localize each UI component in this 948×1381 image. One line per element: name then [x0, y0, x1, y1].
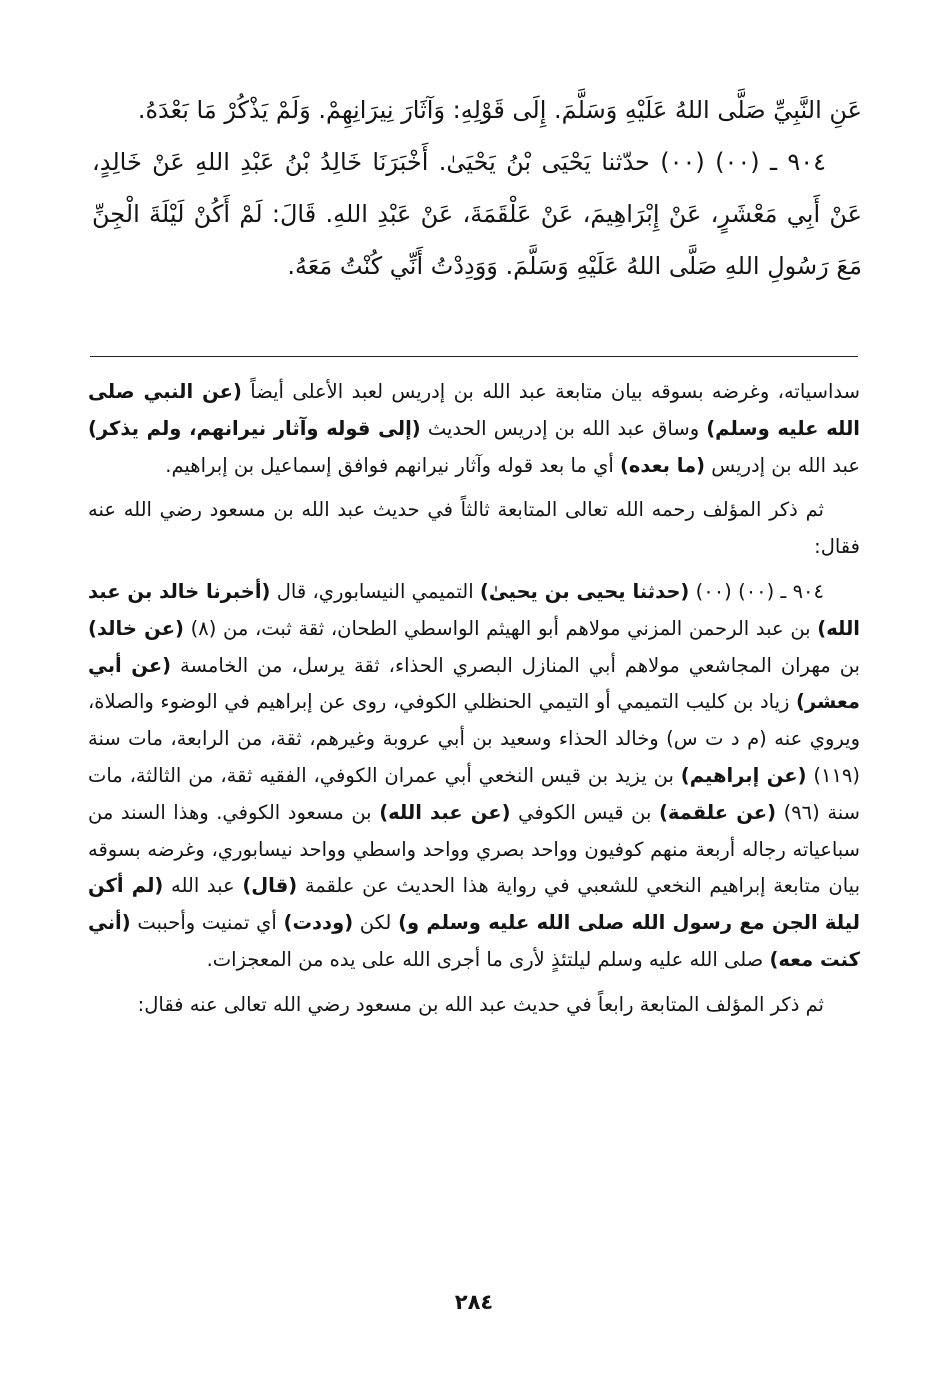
commentary-text-run: وساق عبد الله بن إدريس الحديث — [420, 416, 707, 440]
commentary-text-run: بن قيس الكوفي — [510, 800, 659, 824]
commentary-text-run: عبد الله — [163, 874, 243, 898]
main-text-line-1: عَنِ النَّبِيِّ صَلَّى اللهُ عَلَيْهِ وَسَلَّمَ. إِلَى قَوْلِهِ: وَآثَارَ نِيرَانِهِمْ. وَلَمْ يَذْكُرْ مَا بَعْدَهُ. — [137, 96, 862, 124]
hadith-904: ٩٠٤ ـ (٠٠) (٠٠) حدّثنا يَحْيَى بْنُ يَحْيَىٰ. أَخْبَرَنَا خَالِدُ بْنُ عَبْدِ اللهِ عَنْ خَالِدٍ، عَنْ أَبِي مَعْشَرٍ، عَنْ إِبْرَاهِيمَ، عَنْ عَلْقَمَةَ، عَنْ عَبْدِ اللهِ. قَالَ: لَمْ أَكُنْ لَيْلَةَ الْجِنِّ مَعَ رَسُولِ اللهِ صَلَّى اللهُ عَلَيْهِ وَسَلَّمَ. وَوَدِدْتُ أَنِّي كُنْتُ مَعَهُ. — [92, 148, 862, 280]
hadith-main-text — [92, 84, 862, 292]
commentary-text-run: ٩٠٤ ـ (٠٠) (٠٠) — [689, 579, 824, 603]
commentary-paragraph-1 — [88, 374, 860, 484]
quoted-phrase: (أني كنت معه) — [88, 911, 860, 971]
quoted-phrase: (ما بعده) — [619, 453, 706, 477]
page-number: ٢٨٤ — [454, 1290, 494, 1314]
commentary-text-run: لكن — [353, 911, 399, 935]
commentary-text-run: بن مسعود الكوفي. وهذا السند من سباعياته رجاله أربعة منهم كوفيون وواحد بصري وواحد واسطي وواحد نيسابوري، وغرضه بسوقه بيان متابعة إبراهيم النخعي للشعبي في رواية هذا الحديث عن علقمة — [88, 800, 860, 898]
quoted-phrase: (لم أكن ليلة الجن مع رسول الله صلى الله عليه وسلم و) — [88, 874, 861, 935]
quoted-phrase: (إلى قوله وآثار نيرانهم، ولم يذكر) — [88, 416, 421, 440]
quoted-phrase: (قال) — [242, 874, 298, 898]
quoted-phrase: (عن إبراهيم) — [680, 763, 807, 787]
quoted-phrase: (عن أبي معشر) — [88, 653, 860, 714]
commentary-text-run: أي تمنيت وأحببت — [130, 911, 284, 935]
quoted-phrase: (أخبرنا خالد بن عبد الله) — [88, 579, 860, 640]
commentary-paragraph-4: ثم ذكر المؤلف المتابعة رابعاً في حديث عبد الله بن مسعود رضي الله تعالى عنه فقال: — [137, 992, 824, 1016]
commentary-text-run: بن عبد الرحمن المزني مولاهم أبو الهيثم الواسطي الطحان، ثقة ثبت، من (٨) — [183, 616, 818, 640]
quoted-phrase: (عن النبي صلى الله عليه وسلم) — [88, 380, 860, 440]
quoted-phrase: (عن علقمة) — [658, 800, 777, 824]
footnote-divider — [90, 356, 858, 357]
quoted-phrase: (عن خالد) — [88, 616, 184, 640]
commentary-text-run: عبد الله بن إدريس — [705, 453, 860, 477]
commentary-text-run: صلى الله عليه وسلم ليلتئذٍ لأرى ما أجرى الله على يده من المعجزات. — [206, 947, 770, 971]
commentary-paragraph-3 — [88, 574, 860, 979]
quoted-phrase: (عن عبد الله) — [379, 800, 511, 824]
commentary-text-run: التميمي النيسابوري، قال — [270, 579, 480, 603]
commentary-text-run: زياد بن كليب التميمي أو التيمي الحنظلي الكوفي، روى عن إبراهيم في الوضوء والصلاة، ويروي عنه (م د ت س) وخالد الحذاء وسعيد بن أبي عروبة وغيرهم، ثقة، من الرابعة، مات سنة (١١٩) — [88, 690, 860, 787]
commentary-text-run: بن مهران المجاشعي مولاهم أبي المنازل البصري الحذاء، ثقة يرسل، من الخامسة — [171, 653, 860, 677]
commentary-text — [88, 374, 860, 1024]
commentary-paragraph-2: ثم ذكر المؤلف رحمه الله تعالى المتابعة ثالثاً في حديث عبد الله بن مسعود رضي الله عنه فقال: — [88, 498, 860, 559]
commentary-text-run: سداسياته، وغرضه بسوقه بيان متابعة عبد الله بن إدريس لعبد الأعلى أيضاً — [241, 380, 860, 403]
quoted-phrase: (حدثنا يحيى بن يحيىٰ) — [479, 579, 690, 603]
quoted-phrase: (وددت) — [283, 911, 354, 935]
commentary-text-run: بن يزيد بن قيس النخعي أبي عمران الكوفي، الفقيه ثقة، من الثالثة، مات سنة (٩٦) — [88, 763, 861, 824]
commentary-text-run: أي ما بعد قوله وآثار نيرانهم فوافق إسماعيل بن إبراهيم. — [165, 453, 620, 477]
